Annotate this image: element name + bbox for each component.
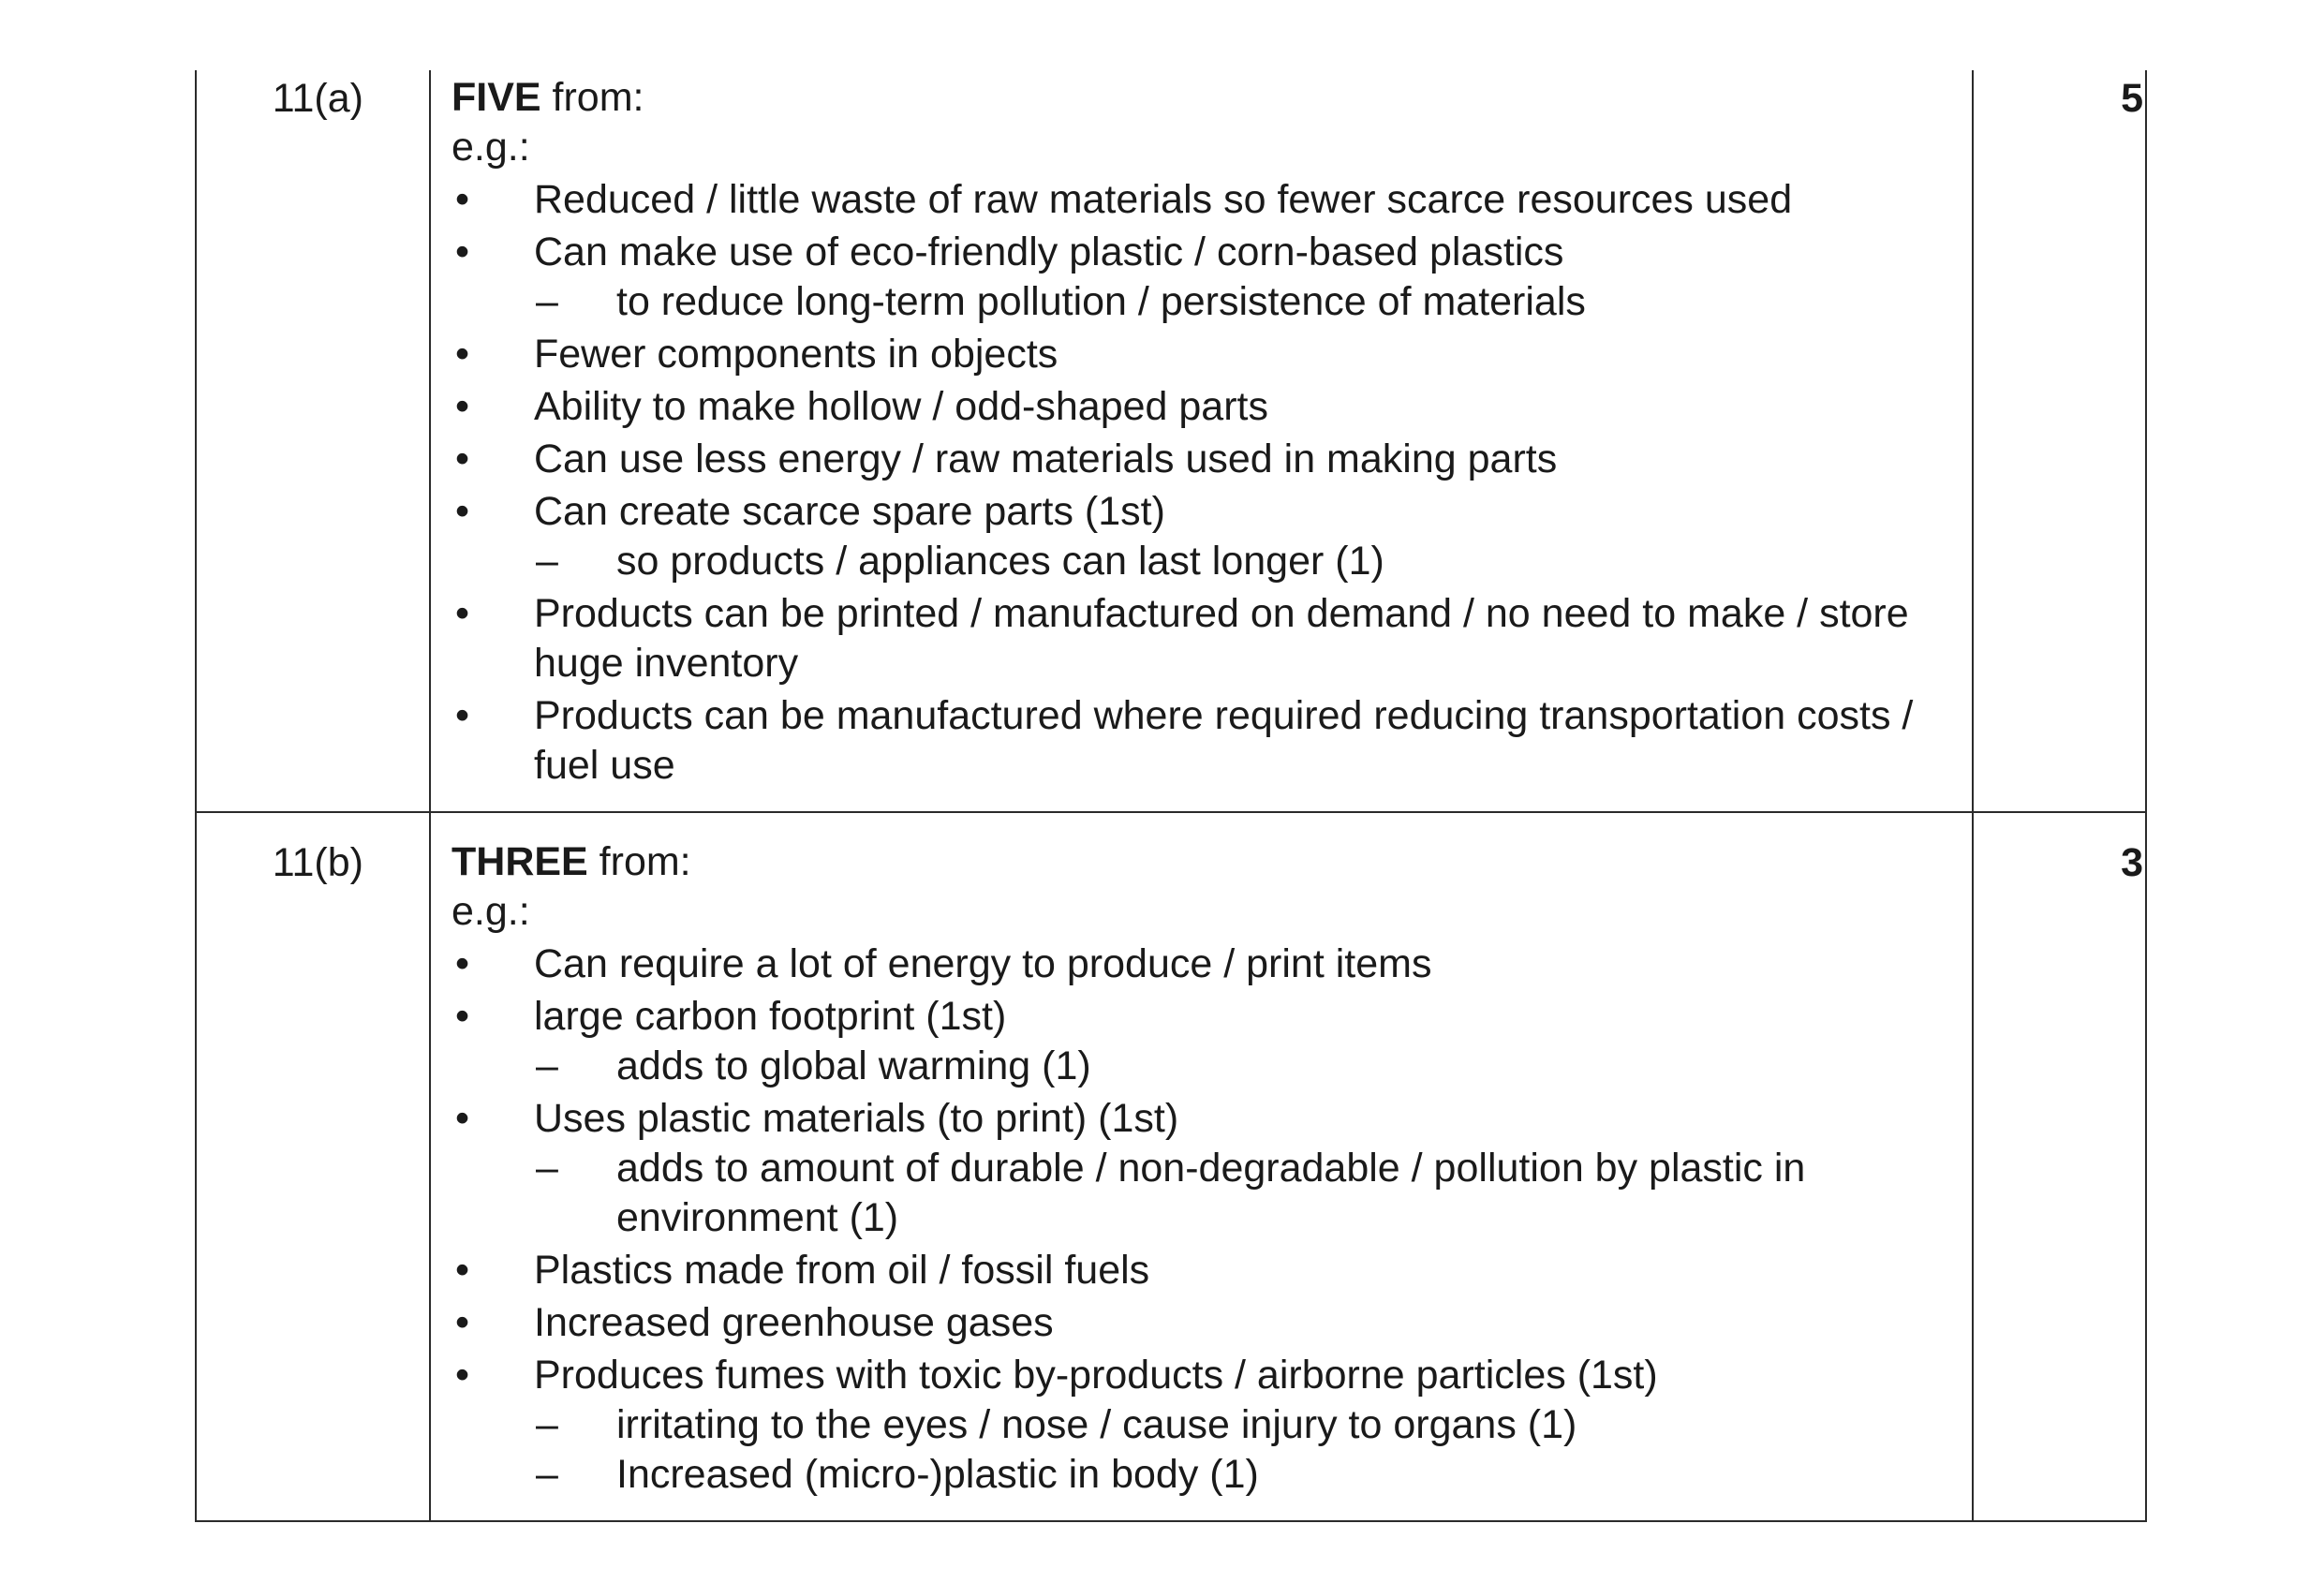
bullet-icon: • xyxy=(455,332,470,377)
list-item xyxy=(451,175,1934,225)
sub-list-item xyxy=(534,1042,1934,1091)
sub-list xyxy=(534,1400,1934,1500)
mark-value: 3 xyxy=(1973,812,2146,1521)
sub-list-item xyxy=(534,277,1934,327)
list-item-text: Can require a lot of energy to produce / print items xyxy=(534,941,1432,986)
bullet-icon: • xyxy=(455,229,470,274)
bullet-icon: • xyxy=(455,384,470,429)
bullet-icon: • xyxy=(455,994,470,1039)
question-number: 11(b) xyxy=(196,812,430,1521)
list-item-text: Can create scarce spare parts (1st) xyxy=(534,489,1165,534)
list-item-text: Products can be printed / manufactured on demand / no need to make / store huge inventory xyxy=(534,591,1909,686)
answer-list xyxy=(451,939,1934,1500)
list-item-text: Reduced / little waste of raw materials so fewer scarce resources used xyxy=(534,177,1793,222)
bullet-icon: • xyxy=(455,941,470,986)
list-item-text: Produces fumes with toxic by-products / airborne particles (1st) xyxy=(534,1353,1658,1398)
dash-icon: – xyxy=(536,279,558,324)
dash-icon: – xyxy=(536,1402,558,1447)
sub-list-item-text: adds to global warming (1) xyxy=(616,1043,1091,1088)
sub-list-item-text: Increased (micro-)plastic in body (1) xyxy=(616,1452,1259,1497)
list-item-text: Fewer components in objects xyxy=(534,332,1058,377)
bullet-icon: • xyxy=(455,1353,470,1398)
list-item xyxy=(451,939,1934,989)
sub-list-item-text: to reduce long-term pollution / persistence of materials xyxy=(616,279,1586,324)
list-item xyxy=(451,435,1934,484)
answer-cell xyxy=(430,70,1973,812)
list-item xyxy=(451,1351,1934,1500)
sub-list-item-text: so products / appliances can last longer (1) xyxy=(616,539,1384,584)
list-item xyxy=(451,228,1934,327)
question-number: 11(a) xyxy=(196,70,430,812)
answer-count: THREE xyxy=(451,839,588,884)
sub-list xyxy=(534,1042,1934,1091)
dash-icon: – xyxy=(536,1146,558,1191)
bullet-icon: • xyxy=(455,1300,470,1345)
dash-icon: – xyxy=(536,1043,558,1088)
eg-label: e.g.: xyxy=(451,889,530,934)
sub-list-item xyxy=(534,1144,1934,1243)
sub-list xyxy=(534,277,1934,327)
bullet-icon: • xyxy=(455,436,470,481)
mark-scheme-table xyxy=(195,70,2147,1522)
answer-header xyxy=(451,73,1934,123)
mark-value: 5 xyxy=(1973,70,2146,812)
answer-header-rest: from: xyxy=(587,839,691,884)
list-item-text: Plastics made from oil / fossil fuels xyxy=(534,1248,1150,1293)
list-item-text: Increased greenhouse gases xyxy=(534,1300,1054,1345)
list-item-text: Ability to make hollow / odd-shaped parts xyxy=(534,384,1268,429)
list-item-text: Can make use of eco-friendly plastic / corn-based plastics xyxy=(534,229,1564,274)
bullet-icon: • xyxy=(455,1096,470,1141)
answer-header-rest: from: xyxy=(540,75,644,120)
list-item-text: Can use less energy / raw materials used in making parts xyxy=(534,436,1558,481)
table-row-11a xyxy=(196,70,2146,812)
sub-list xyxy=(534,537,1934,586)
answer-count: FIVE xyxy=(451,75,541,120)
list-item xyxy=(451,691,1934,791)
list-item-text: Uses plastic materials (to print) (1st) xyxy=(534,1096,1179,1141)
bullet-icon: • xyxy=(455,489,470,534)
table-row-11b xyxy=(196,812,2146,1521)
sub-list-item xyxy=(534,1400,1934,1450)
list-item xyxy=(451,487,1934,586)
bullet-icon: • xyxy=(455,177,470,222)
eg-label: e.g.: xyxy=(451,125,530,170)
list-item-text: Products can be manufactured where required reducing transportation costs / fuel use xyxy=(534,693,1914,788)
list-item xyxy=(451,992,1934,1091)
sub-list-item xyxy=(534,1450,1934,1500)
list-item xyxy=(451,1094,1934,1243)
list-item xyxy=(451,589,1934,688)
list-item xyxy=(451,1298,1934,1348)
sub-list-item-text: irritating to the eyes / nose / cause injury to organs (1) xyxy=(616,1402,1577,1447)
dash-icon: – xyxy=(536,1452,558,1497)
answer-list xyxy=(451,175,1934,791)
sub-list xyxy=(534,1144,1934,1243)
bullet-icon: • xyxy=(455,693,470,738)
answer-header xyxy=(451,837,1934,887)
bullet-icon: • xyxy=(455,591,470,636)
answer-cell xyxy=(430,812,1973,1521)
sub-list-item-text: adds to amount of durable / non-degradable / pollution by plastic in environment (1) xyxy=(616,1146,1806,1240)
list-item xyxy=(451,382,1934,432)
sub-list-item xyxy=(534,537,1934,586)
list-item xyxy=(451,1246,1934,1295)
dash-icon: – xyxy=(536,539,558,584)
list-item-text: large carbon footprint (1st) xyxy=(534,994,1007,1039)
list-item xyxy=(451,330,1934,379)
bullet-icon: • xyxy=(455,1248,470,1293)
